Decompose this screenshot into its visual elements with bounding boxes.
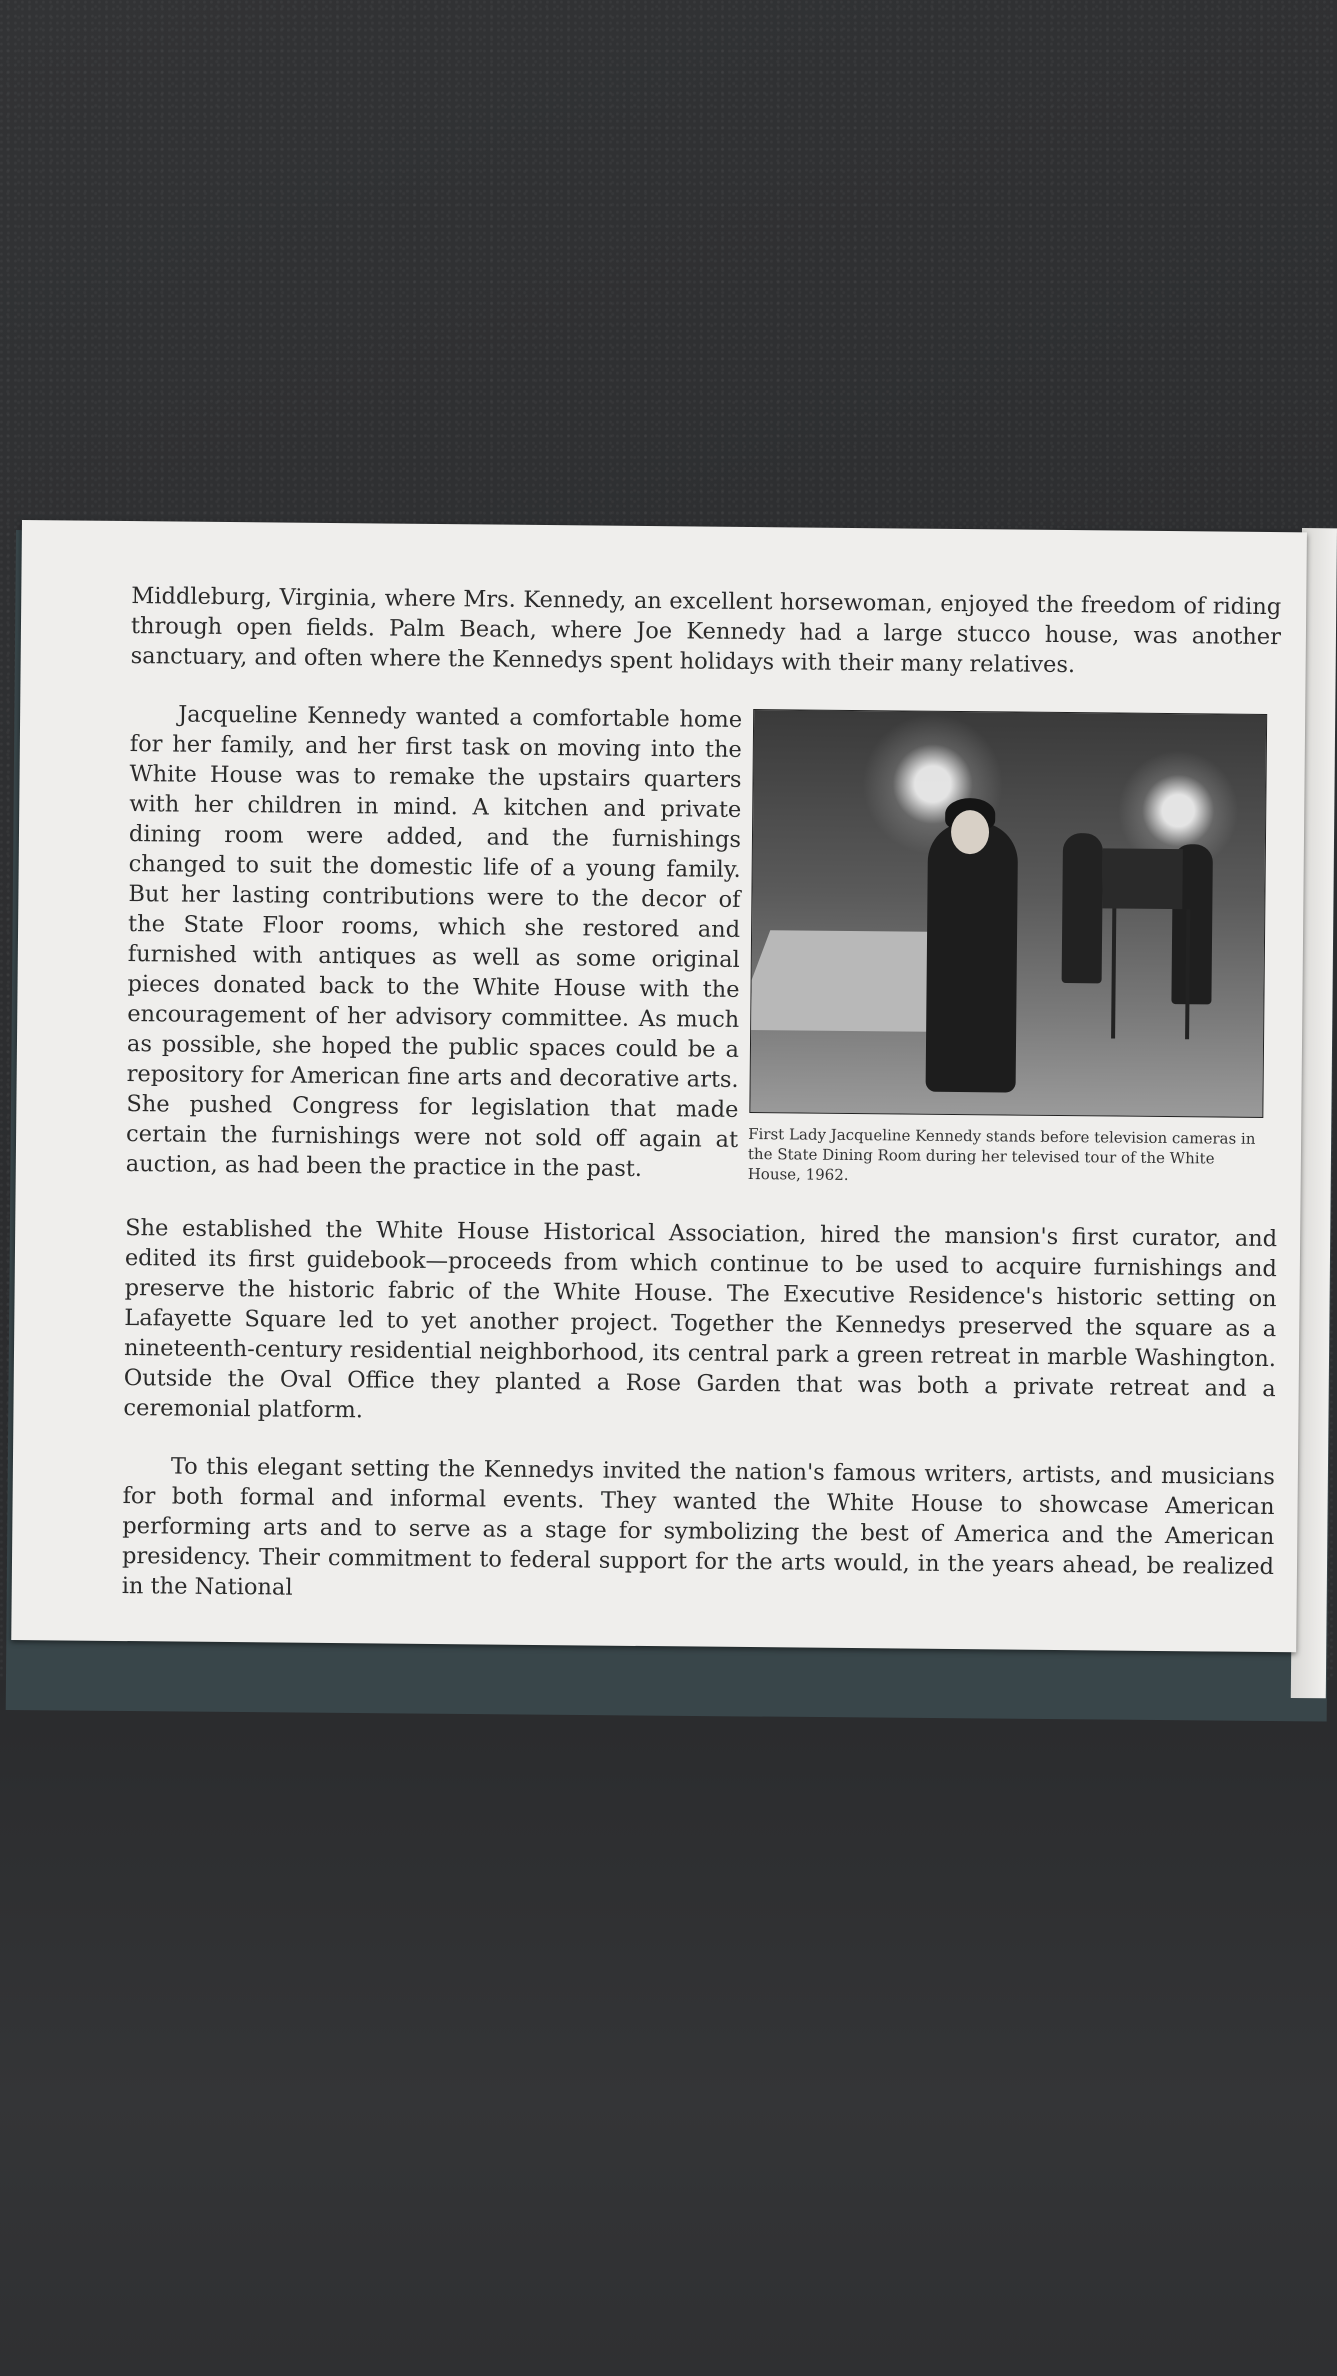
figure-head	[951, 810, 989, 854]
fabric-background	[0, 1680, 1337, 2376]
photo-state-dining-room	[749, 709, 1267, 1118]
paragraph-intro: Middleburg, Virginia, where Mrs. Kennedy, an excellent horsewoman, enjoyed the freedom of riding through open fields. Palm Beach, where Joe Kennedy had a large stucco house, was another sanctuary, and often where the Kennedys spent holidays with their many relatives.	[130, 583, 1282, 679]
television-camera	[1102, 848, 1183, 909]
paragraph-arts: To this elegant setting the Kennedys invited the nation's famous writers, artists, and musicians for both formal and informal events. They wanted the White House to showcase American performing arts and to serve as a stage for symbolizing the best of America and the American presidency. Their commitment to federal support for the arts would, in the years ahead, be realized in the National	[121, 1453, 1275, 1601]
paragraph-association: She established the White House Historical Association, hired the mansion's first curator, and edited its first guidebook—proceeds from which continue to be used to acquire furnishings and preserve the historic fabric of the White House. The Executive Residence's historic setting on Lafayette Square led to yet another project. Together the Kennedys preserved the square as a nineteenth-century residential neighborhood, its central park a green retreat in marble Washington. Outside the Oval Office they planted a Rose Garden that was both a private retreat and a ceremonial platform.	[123, 1215, 1278, 1424]
first-lady-figure	[926, 822, 1019, 1093]
booklet-page	[11, 520, 1307, 1652]
photo-caption: First Lady Jacqueline Kennedy stands before television cameras in the State Dining Room during her televised tour of the White House, 1962.	[747, 1124, 1256, 1184]
paragraph-home: Jacqueline Kennedy wanted a comfortable home for her family, and her first task on moving into the White House was to remake the upstairs quarters with her children in mind. A kitchen and private dining room were added, and the furnishings changed to suit the domestic life of a young family. But her lasting contributions were to the decor of the State Floor rooms, which she restored and furnished with antiques as well as some original pieces donated back to the White House with the encouragement of her advisory committee. As much as possible, she hoped the public spaces could be a repository for American fine arts and decorative arts. She pushed Congress for legislation that made certain the furnishings were not sold off again at auction, as had been the practice in the past.	[125, 701, 743, 1182]
camera-operator	[1062, 833, 1103, 983]
camera-tripod	[1111, 908, 1190, 1039]
